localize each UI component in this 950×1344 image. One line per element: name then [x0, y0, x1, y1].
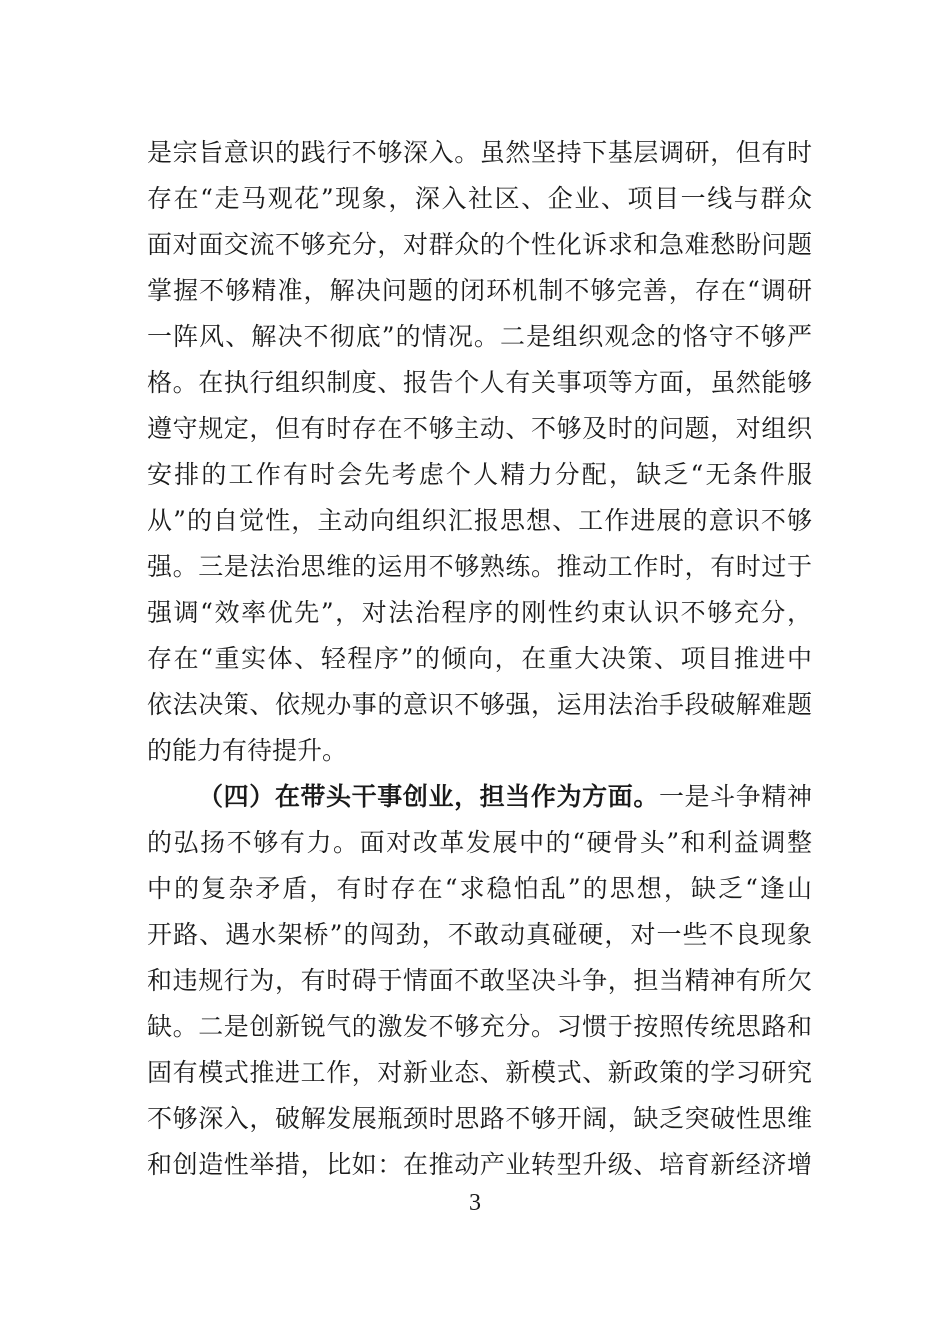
- paragraph-line: 不够深入，破解发展瓶颈时思路不够开阔，缺乏突破性思维: [147, 1104, 812, 1133]
- paragraph-line: 是宗旨意识的践行不够深入。虽然坚持下基层调研，但有时: [147, 138, 812, 167]
- section-heading-continuation: 一是斗争精神: [658, 782, 812, 811]
- paragraph-line: 存在“重实体、轻程序”的倾向，在重大决策、项目推进中: [147, 644, 812, 673]
- paragraph-line: 依法决策、依规办事的意识不够强，运用法治手段破解难题: [147, 690, 812, 719]
- paragraph-line: 和创造性举措，比如：在推动产业转型升级、培育新经济增: [147, 1150, 812, 1179]
- paragraph-line: 格。在执行组织制度、报告个人有关事项等方面，虽然能够: [147, 368, 812, 397]
- paragraph-line: 强调“效率优先”，对法治程序的刚性约束认识不够充分，: [147, 598, 812, 627]
- paragraph-line: 缺。二是创新锐气的激发不够充分。习惯于按照传统思路和: [147, 1012, 812, 1041]
- section-first-line: [198, 777, 812, 817]
- paragraph-line: 中的复杂矛盾，有时存在“求稳怕乱”的思想，缺乏“逢山: [147, 874, 812, 903]
- paragraph-line: 和违规行为，有时碍于情面不敢坚决斗争，担当精神有所欠: [147, 966, 812, 995]
- paragraph-line: 开路、遇水架桥”的闯劲，不敢动真碰硬，对一些不良现象: [147, 920, 812, 949]
- paragraph-line: 的能力有待提升。: [147, 736, 348, 765]
- paragraph-line: 掌握不够精准，解决问题的闭环机制不够完善，存在“调研: [147, 276, 812, 305]
- paragraph-line: 一阵风、解决不彻底”的情况。二是组织观念的恪守不够严: [147, 322, 812, 351]
- paragraph-line: 面对面交流不够充分，对群众的个性化诉求和急难愁盼问题: [147, 230, 812, 259]
- paragraph-line: 遵守规定，但有时存在不够主动、不够及时的问题，对组织: [147, 414, 812, 443]
- paragraph-line: 强。三是法治思维的运用不够熟练。推动工作时，有时过于: [147, 552, 812, 581]
- paragraph-line: 从”的自觉性，主动向组织汇报思想、工作进展的意识不够: [147, 506, 812, 535]
- paragraph-line: 的弘扬不够有力。面对改革发展中的“硬骨头”和利益调整: [147, 828, 812, 857]
- section-heading: （四）在带头干事创业，担当作为方面。: [198, 782, 659, 811]
- paragraph-line: 固有模式推进工作，对新业态、新模式、新政策的学习研究: [147, 1058, 812, 1087]
- paragraph-line: 存在“走马观花”现象，深入社区、企业、项目一线与群众: [147, 184, 812, 213]
- page-number: 3: [469, 1190, 481, 1216]
- paragraph-line: 安排的工作有时会先考虑个人精力分配，缺乏“无条件服: [147, 460, 812, 489]
